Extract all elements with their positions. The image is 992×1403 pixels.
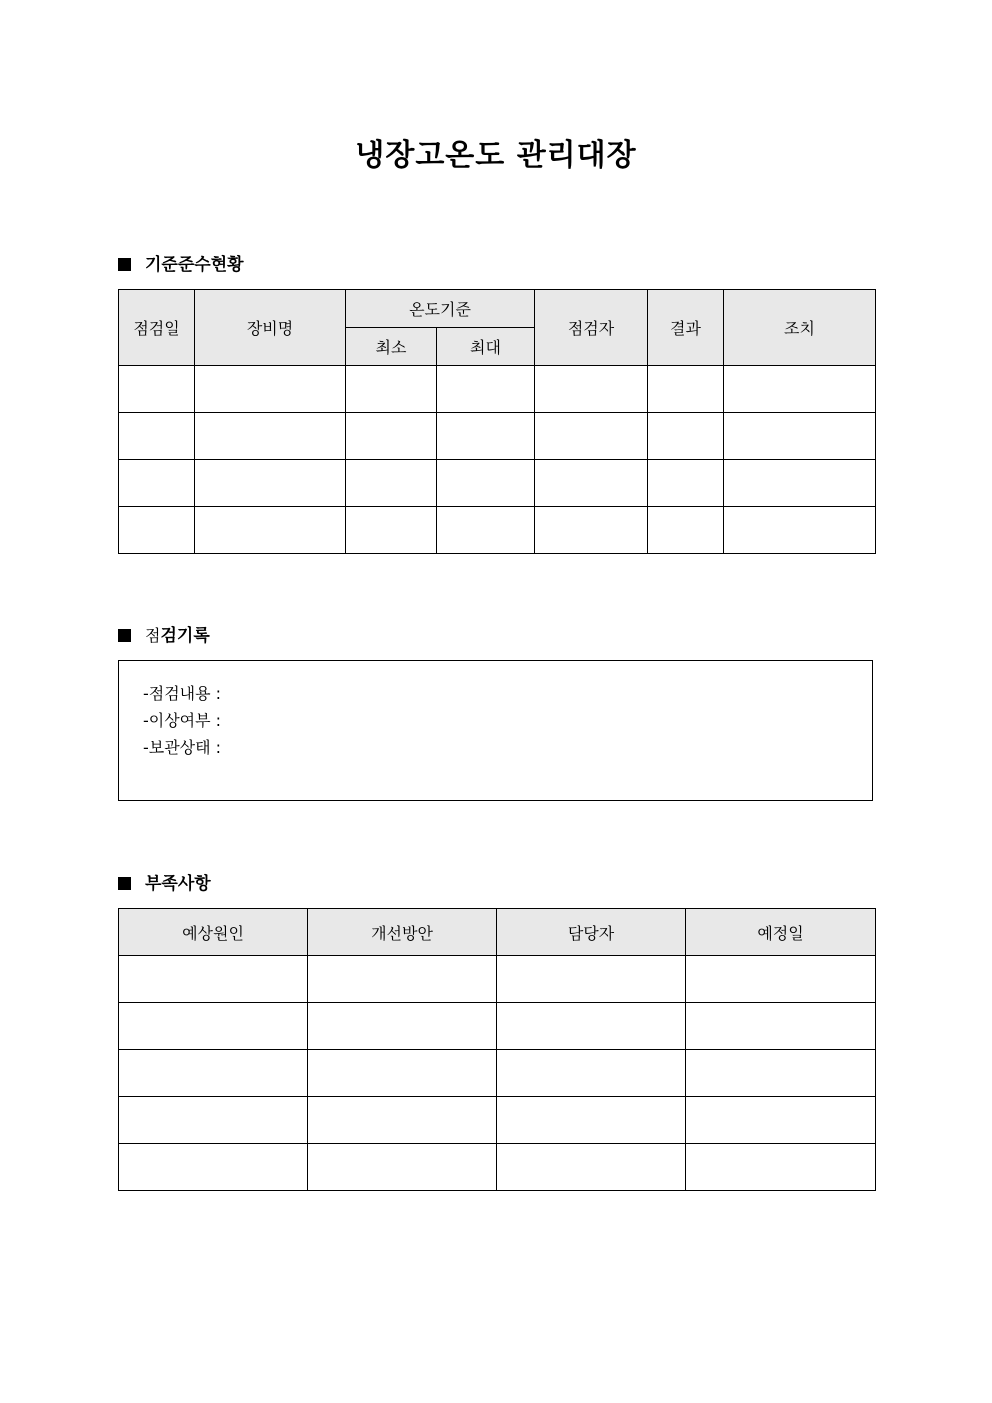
section-heading-compliance	[118, 253, 244, 277]
table-cell[interactable]	[308, 1050, 497, 1097]
table-cell[interactable]	[535, 507, 648, 554]
section-heading-record-light: 점	[145, 626, 161, 645]
section-heading-notes-label: 부족사항	[145, 874, 211, 894]
header-improvement: 개선방안	[308, 909, 497, 956]
table-cell[interactable]	[308, 1144, 497, 1191]
square-bullet-icon	[118, 258, 131, 271]
square-bullet-icon	[118, 629, 131, 642]
record-line-abnormality: -이상여부 :	[143, 711, 222, 730]
section-heading-notes	[118, 872, 211, 896]
table-cell[interactable]	[535, 366, 648, 413]
table-cell[interactable]	[119, 460, 195, 507]
table-cell[interactable]	[535, 413, 648, 460]
table-row	[119, 507, 876, 554]
table-cell[interactable]	[686, 1097, 876, 1144]
table-row	[119, 1144, 876, 1191]
header-person-in-charge: 담당자	[497, 909, 686, 956]
table-cell[interactable]	[497, 1144, 686, 1191]
table-cell[interactable]	[119, 1144, 308, 1191]
table-row	[119, 1050, 876, 1097]
table-cell[interactable]	[497, 1097, 686, 1144]
table-cell[interactable]	[724, 413, 876, 460]
inspection-record-box[interactable]	[118, 660, 873, 801]
table-cell[interactable]	[195, 507, 346, 554]
table-cell[interactable]	[686, 1050, 876, 1097]
square-bullet-icon	[118, 877, 131, 890]
table-cell[interactable]	[648, 460, 724, 507]
table-cell[interactable]	[346, 366, 437, 413]
table-cell[interactable]	[724, 507, 876, 554]
table-cell[interactable]	[119, 1097, 308, 1144]
header-action: 조치	[724, 290, 876, 366]
table-cell[interactable]	[119, 1050, 308, 1097]
table-cell[interactable]	[308, 1097, 497, 1144]
table-cell[interactable]	[497, 1003, 686, 1050]
table-row	[119, 413, 876, 460]
header-temp-standard: 온도기준	[346, 290, 535, 328]
notes-table	[118, 908, 876, 1191]
table-cell[interactable]	[535, 460, 648, 507]
table-cell[interactable]	[119, 413, 195, 460]
table-cell[interactable]	[437, 507, 535, 554]
table-cell[interactable]	[308, 1003, 497, 1050]
table-cell[interactable]	[195, 460, 346, 507]
section-heading-record	[118, 624, 210, 648]
table-cell[interactable]	[195, 366, 346, 413]
table-row	[119, 366, 876, 413]
table-cell[interactable]	[648, 507, 724, 554]
table-cell[interactable]	[686, 1003, 876, 1050]
document-title: 냉장고온도 관리대장	[355, 138, 637, 173]
header-inspection-date: 점검일	[119, 290, 195, 366]
table-cell[interactable]	[497, 956, 686, 1003]
table-cell[interactable]	[308, 956, 497, 1003]
header-scheduled-date: 예정일	[686, 909, 876, 956]
table-cell[interactable]	[724, 460, 876, 507]
table-cell[interactable]	[686, 1144, 876, 1191]
header-equipment-name: 장비명	[195, 290, 346, 366]
table-cell[interactable]	[119, 507, 195, 554]
table-cell[interactable]	[119, 1003, 308, 1050]
table-cell[interactable]	[724, 366, 876, 413]
table-row	[119, 1003, 876, 1050]
header-expected-cause: 예상원인	[119, 909, 308, 956]
table-cell[interactable]	[346, 413, 437, 460]
header-temp-max: 최대	[437, 328, 535, 366]
table-cell[interactable]	[437, 366, 535, 413]
record-line-content: -점검내용 :	[143, 684, 222, 703]
table-cell[interactable]	[119, 956, 308, 1003]
header-temp-min: 최소	[346, 328, 437, 366]
table-row	[119, 1097, 876, 1144]
table-cell[interactable]	[648, 413, 724, 460]
section-heading-record-bold: 검기록	[160, 626, 210, 646]
table-cell[interactable]	[497, 1050, 686, 1097]
record-line-storage: -보관상태 :	[143, 738, 222, 757]
compliance-table	[118, 289, 876, 554]
header-result: 결과	[648, 290, 724, 366]
header-inspector: 점검자	[535, 290, 648, 366]
table-cell[interactable]	[437, 460, 535, 507]
table-cell[interactable]	[195, 413, 346, 460]
table-cell[interactable]	[437, 413, 535, 460]
table-cell[interactable]	[346, 460, 437, 507]
table-cell[interactable]	[346, 507, 437, 554]
table-row	[119, 956, 876, 1003]
table-cell[interactable]	[119, 366, 195, 413]
table-cell[interactable]	[648, 366, 724, 413]
table-row	[119, 460, 876, 507]
section-heading-compliance-label: 기준준수현황	[145, 255, 244, 275]
table-cell[interactable]	[686, 956, 876, 1003]
